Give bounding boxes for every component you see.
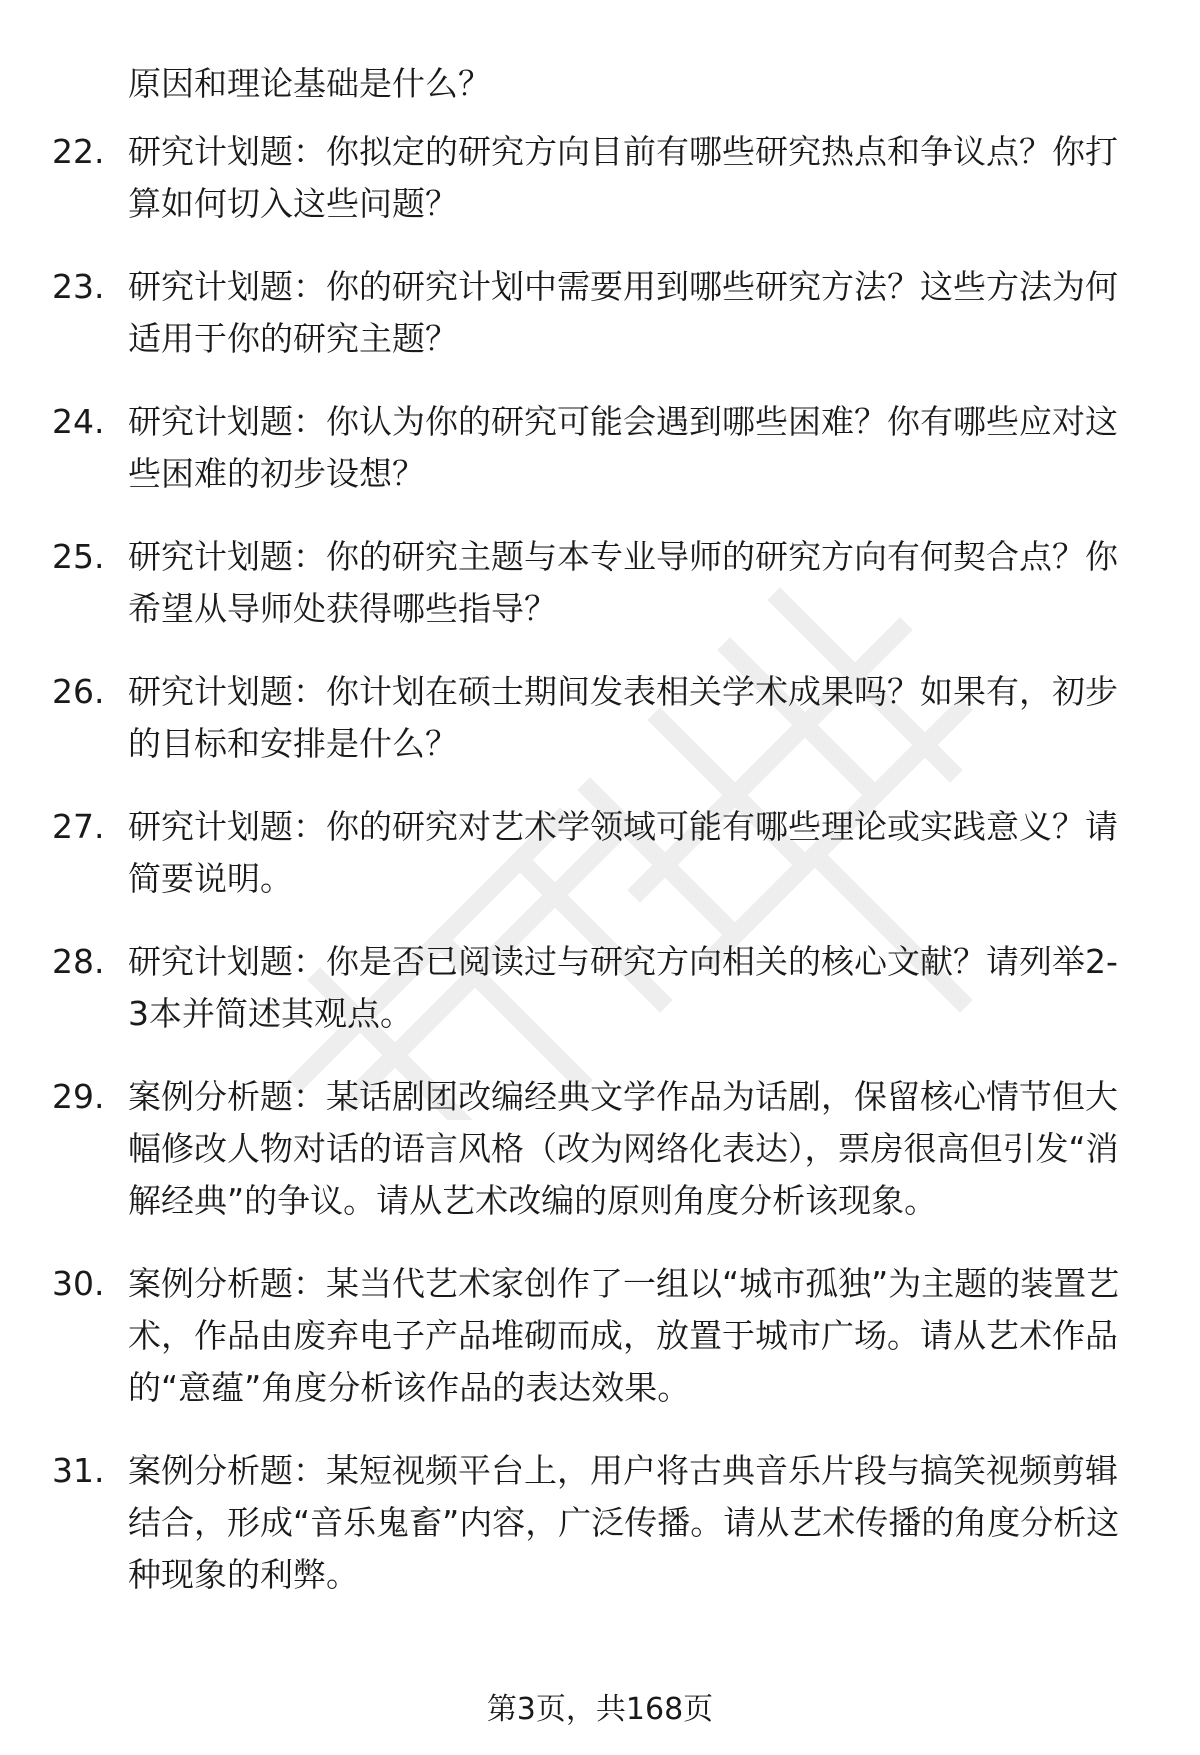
question-text: 研究计划题：你的研究主题与本专业导师的研究方向有何契合点？你希望从导师处获得哪些指导？ (128, 537, 1118, 628)
question-list (0, 126, 1200, 1632)
question-number: 31. (52, 1451, 105, 1490)
question-text: 研究计划题：你认为你的研究可能会遇到哪些困难？你有哪些应对这些困难的初步设想？ (128, 402, 1118, 493)
question-item-25 (0, 531, 1138, 635)
question-text: 案例分析题：某短视频平台上，用户将古典音乐片段与搞笑视频剪辑结合，形成“音乐鬼畜”内容，广泛传播。请从艺术传播的角度分析这种现象的利弊。 (128, 1451, 1120, 1594)
question-number: 23. (52, 267, 105, 306)
question-item-30 (0, 1258, 1138, 1414)
question-text: 研究计划题：你拟定的研究方向目前有哪些研究热点和争议点？你打算如何切入这些问题？ (128, 132, 1118, 223)
question-number: 25. (52, 537, 105, 576)
question-number: 27. (52, 807, 105, 846)
question-number: 26. (52, 672, 105, 711)
question-number: 24. (52, 402, 105, 441)
question-item-23 (0, 261, 1138, 365)
question-item-29 (0, 1071, 1138, 1227)
question-number: 28. (52, 942, 105, 981)
question-text: 案例分析题：某话剧团改编经典文学作品为话剧，保留核心情节但大幅修改人物对话的语言风格（改为网络化表达），票房很高但引发“消解经典”的争议。请从艺术改编的原则角度分析该现象。 (128, 1077, 1119, 1220)
continuation-text: 原因和理论基础是什么？ (128, 64, 491, 103)
question-number: 29. (52, 1077, 105, 1116)
question-item-24 (0, 396, 1138, 500)
question-item-27 (0, 801, 1138, 905)
question-item-22 (0, 126, 1138, 230)
page-footer: 第3页，共168页 (486, 1692, 714, 1727)
question-text: 研究计划题：你计划在硕士期间发表相关学术成果吗？如果有，初步的目标和安排是什么？ (128, 672, 1118, 763)
question-text: 研究计划题：你是否已阅读过与研究方向相关的核心文献？请列举2-3本并简述其观点。 (128, 942, 1118, 1033)
question-text: 研究计划题：你的研究计划中需要用到哪些研究方法？这些方法为何适用于你的研究主题？ (128, 267, 1118, 358)
question-number: 22. (52, 132, 105, 171)
question-text: 案例分析题：某当代艺术家创作了一组以“城市孤独”为主题的装置艺术，作品由废弃电子产品堆砌而成，放置于城市广场。请从艺术作品的“意蕴”角度分析该作品的表达效果。 (128, 1264, 1120, 1407)
question-item-26 (0, 666, 1138, 770)
question-text: 研究计划题：你的研究对艺术学领域可能有哪些理论或实践意义？请简要说明。 (128, 807, 1118, 898)
question-item-28 (0, 936, 1138, 1040)
question-item-31 (0, 1445, 1138, 1601)
question-number: 30. (52, 1264, 105, 1303)
